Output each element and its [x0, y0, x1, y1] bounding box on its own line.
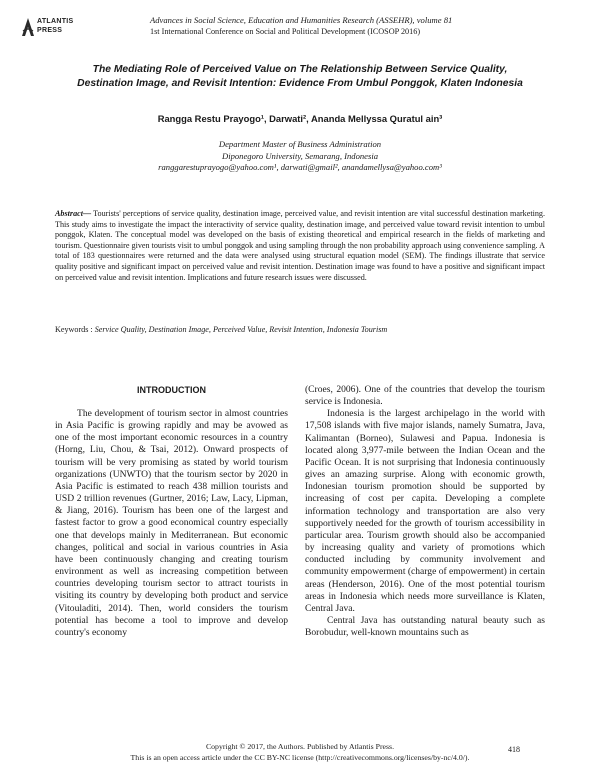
- logo-text-atlantis: ATLANTIS: [37, 18, 74, 25]
- keywords: [55, 325, 555, 334]
- copyright-notice: Copyright © 2017, the Authors. Published by Atlantis Press.: [205, 742, 395, 751]
- author-emails: ranggarestuprayogo@yahoo.com¹, darwati@gmail², anandamellysa@yahoo.com³: [158, 162, 442, 172]
- atlantis-press-logo-icon: [20, 16, 36, 38]
- body-column-left: [55, 408, 288, 639]
- body-paragraph-2: Indonesia is the largest archipelago in the world with 17,508 islands with five major islands, namely Sumatra, Java, Kalimantan (Borneo), Sulawesi and Papua. Indonesia is located along 3,977-mile between the Indian Ocean and the Pacific Ocean. It is not surprising that Indonesia continuously gives an amazing surprise. Along with economic growth, Indonesian tourism promotion should be supported by increasing of cost per capita. Developing a complete information technology and transportation are also very supportively needed for the growth of tourism accessibility in particular area. Tourism growth should also be accompanied by increasing quality and variety of promotions which conducted including by community involvement and community empowerment (charge of empowerment) in certain areas (Henderson, 2016). One of the most potential tourism areas in Indonesia which needs more surveillance is Klaten, Central Java.: [305, 408, 546, 614]
- body-paragraph-1-continued: (Croes, 2006). One of the countries that develop the tourism service is Indonesia.: [305, 384, 545, 408]
- abstract: [55, 209, 545, 283]
- affiliation-department: Department Master of Business Administration: [218, 139, 382, 149]
- author-affiliation: [60, 139, 540, 174]
- affiliation-university: Diponegoro University, Semarang, Indonesia: [221, 150, 379, 161]
- logo-text-press: PRESS: [37, 27, 63, 34]
- publisher-logo: [20, 16, 100, 46]
- section-heading-introduction: INTRODUCTION: [137, 385, 206, 395]
- body-column-right: [305, 384, 545, 639]
- abstract-label: Abstract—: [55, 209, 92, 218]
- keywords-text: Service Quality, Destination Image, Perceived Value, Revisit Intention, Indonesia Tourism: [94, 325, 388, 334]
- paper-title: [45, 63, 555, 91]
- abstract-text: Tourists' perceptions of service quality, destination image, perceived value, and revisit intention are vital successful destination marketing. This study aims to investigate the impact the interactivity of service quality, destination image, and perceived value toward revisit intention to umbul ponggok, Klaten. The conceptual model was developed on the basis of existing theoretical and empirical research in the fields of marketing and tourism. Questionnaire given tourists visit to umbul ponggok and using sampling through the non probability approach using convenience sampling. A total of 183 questionnaires were returned and the data were analysed using structural equation model (SEM). The findings illustrate that service quality positive and significant impact on perceived value and revisit intention. Destination image was found to have a positive and significant impact on perceived value and revisit intention. Implications and future research issues were discussed.: [55, 209, 545, 282]
- paper-title-line-2: Destination Image, and Revisit Intention: Evidence From Umbul Ponggok, Klaten Indonesia: [77, 78, 523, 89]
- page-number: 418: [508, 745, 520, 754]
- body-paragraph-1: The development of tourism sector in almost countries in Asia Pacific is growing rapidly and may be avowed as one of the most important economic resources in a country (Horng, Liu, Chou, & Tsai, 2012). Onward prospects of tourism will be very promising as stated by world tourism organizations (UNWTO) that the tourism sector by 2020 in Asia Pacific is estimated to reach 438 million tourists and USD 2 trillion revenues (Gurtner, 2016; Law, Lacy, Lipman, & Jiang, 2016). Tourism has been one of the largest and fastest factor to grow a good economical country especially one that develops mainly in Mediterranean. But economic changes, political and social in various countries in Asia have been continuously changing and creating tourism environment as well as increasing competition between countries developing tourism sector to attract tourists in visiting its country by developing both product and service (Vitouladiti, 2014). Then, world considers the tourism potential has become a tool to improve and develop country's economy: [55, 408, 288, 638]
- license-notice: This is an open access article under the CC BY-NC license (http://creativecommons.org/licenses/by-nc/4.0/).: [130, 753, 470, 762]
- paper-authors: Rangga Restu Prayogo¹, Darwati², Ananda Mellyssa Quratul ain³: [157, 113, 443, 124]
- paper-title-line-1: The Mediating Role of Perceived Value on The Relationship Between Service Quality,: [92, 64, 508, 75]
- conference-name: 1st International Conference on Social and Political Development (ICOSOP 2016): [150, 27, 421, 36]
- journal-name: Advances in Social Science, Education and Humanities Research (ASSEHR), volume 81: [150, 15, 453, 25]
- body-paragraph-3: Central Java has outstanding natural beauty such as Borobudur, well-known mountains such as: [305, 614, 545, 639]
- keywords-label: Keywords :: [55, 325, 95, 334]
